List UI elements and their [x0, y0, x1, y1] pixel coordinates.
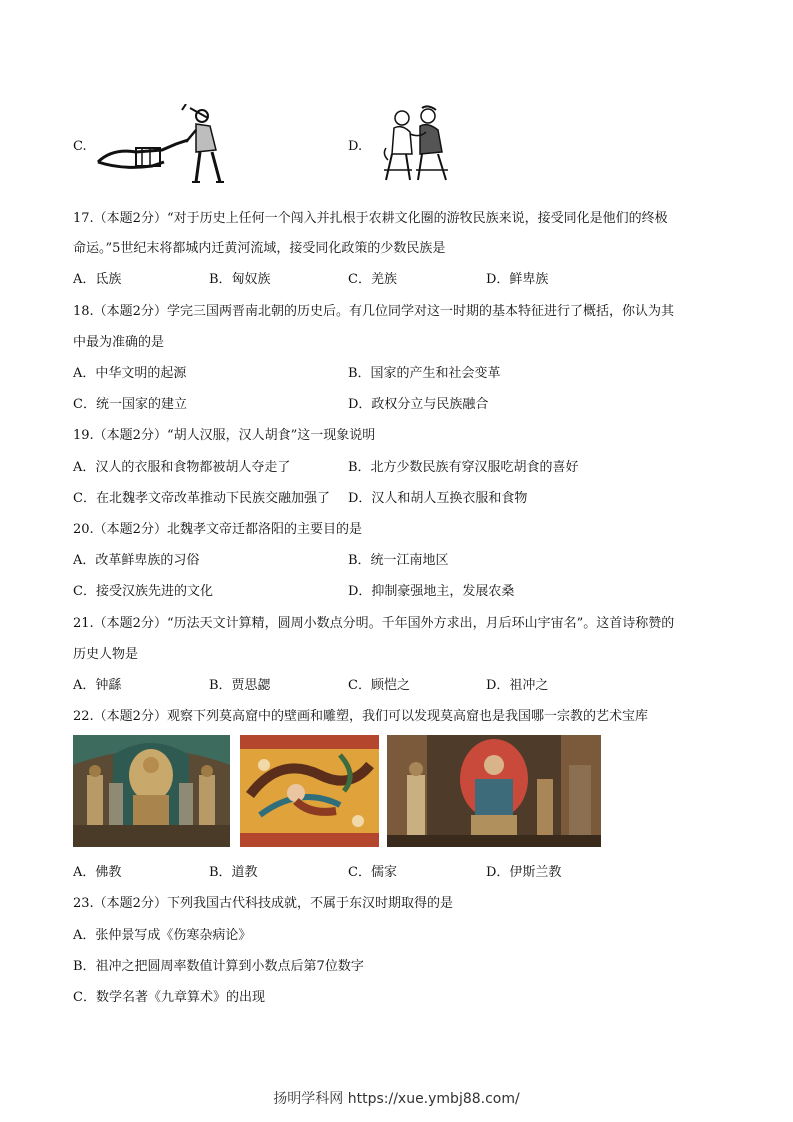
q18-option-a: A．中华文明的起源	[73, 366, 187, 381]
q16-option-d-label: D.	[348, 139, 363, 154]
q17-option-d: D．鲜卑族	[486, 272, 549, 287]
q17-option-a: A．氐族	[73, 272, 122, 287]
q20-option-c: C．接受汉族先进的文化	[73, 584, 213, 599]
q22-option-a: A．佛教	[73, 865, 122, 880]
q19-option-b: B．北方少数民族有穿汉服吃胡食的喜好	[348, 460, 579, 475]
flying-apsara-mural-photo	[240, 735, 379, 847]
q21-stem-line1: 21.（本题2分）“历法天文计算精，圆周小数点分明。千年国外方求出，月后环山宇宙名”。这首诗称赞的	[73, 616, 675, 631]
q19-option-c: C．在北魏孝文帝改革推动下民族交融加强了	[73, 491, 330, 506]
q22-option-d: D．伊斯兰教	[486, 865, 562, 880]
q21-stem-line2: 历史人物是	[73, 647, 139, 662]
plowing-farmer-illustration	[92, 104, 232, 188]
q18-stem-line1: 18.（本题2分）学完三国两晋南北朝的历史后。有几位同学对这一时期的基本特征进行了概括，你认为其	[73, 304, 674, 319]
q17-stem-line1: 17.（本题2分）“对于历史上任何一个闯入并扎根于农耕文化圈的游牧民族来说，接受同化是他们的终极	[73, 211, 668, 226]
q17-option-c: C．羌族	[348, 272, 397, 287]
q16-option-c-label: C.	[73, 139, 87, 154]
q21-option-d: D．祖冲之	[486, 678, 549, 693]
q18-option-b: B．国家的产生和社会变革	[348, 366, 501, 381]
q20-option-b: B．统一江南地区	[348, 553, 449, 568]
page-footer: 扬明学科网 https://xue.ymbj88.com/	[273, 1091, 520, 1107]
q23-option-a: A．张仲景写成《伤寒杂病论》	[73, 928, 252, 943]
q22-option-b: B．道教	[209, 865, 258, 880]
q18-option-d: D．政权分立与民族融合	[348, 397, 489, 412]
q18-option-c: C．统一国家的建立	[73, 397, 187, 412]
q17-stem-line2: 命运。”5世纪末将都城内迁黄河流域，接受同化政策的少数民族是	[73, 241, 446, 256]
q23-stem-line1: 23.（本题2分）下列我国古代科技成就，不属于东汉时期取得的是	[73, 896, 453, 911]
q21-option-b: B．贾思勰	[209, 678, 271, 693]
q23-option-c: C．数学名著《九章算术》的出现	[73, 990, 265, 1005]
q21-option-c: C．顾恺之	[348, 678, 410, 693]
q22-option-c: C．儒家	[348, 865, 397, 880]
q23-option-b: B．祖冲之把圆周率数值计算到小数点后第7位数字	[73, 959, 364, 974]
q18-stem-line2: 中最为准确的是	[73, 335, 165, 350]
q20-option-a: A．改革鲜卑族的习俗	[73, 553, 200, 568]
q17-option-b: B．匈奴族	[209, 272, 271, 287]
q21-option-a: A．钟繇	[73, 678, 122, 693]
q20-stem-line1: 20.（本题2分）北魏孝文帝迁都洛阳的主要目的是	[73, 522, 362, 537]
q19-option-d: D．汉人和胡人互换衣服和食物	[348, 491, 528, 506]
buddha-statues-photo	[73, 735, 230, 847]
q19-stem-line1: 19.（本题2分）“胡人汉服，汉人胡食”这一现象说明	[73, 428, 376, 443]
two-figures-seated-illustration	[376, 104, 452, 184]
q19-option-a: A．汉人的衣服和食物都被胡人夺走了	[73, 460, 291, 475]
buddha-sculpture-photo	[387, 735, 601, 847]
q20-option-d: D．抑制豪强地主，发展农桑	[348, 584, 515, 599]
q22-stem-line1: 22.（本题2分）观察下列莫高窟中的壁画和雕塑，我们可以发现莫高窟也是我国哪一宗教的艺术宝库	[73, 709, 648, 724]
